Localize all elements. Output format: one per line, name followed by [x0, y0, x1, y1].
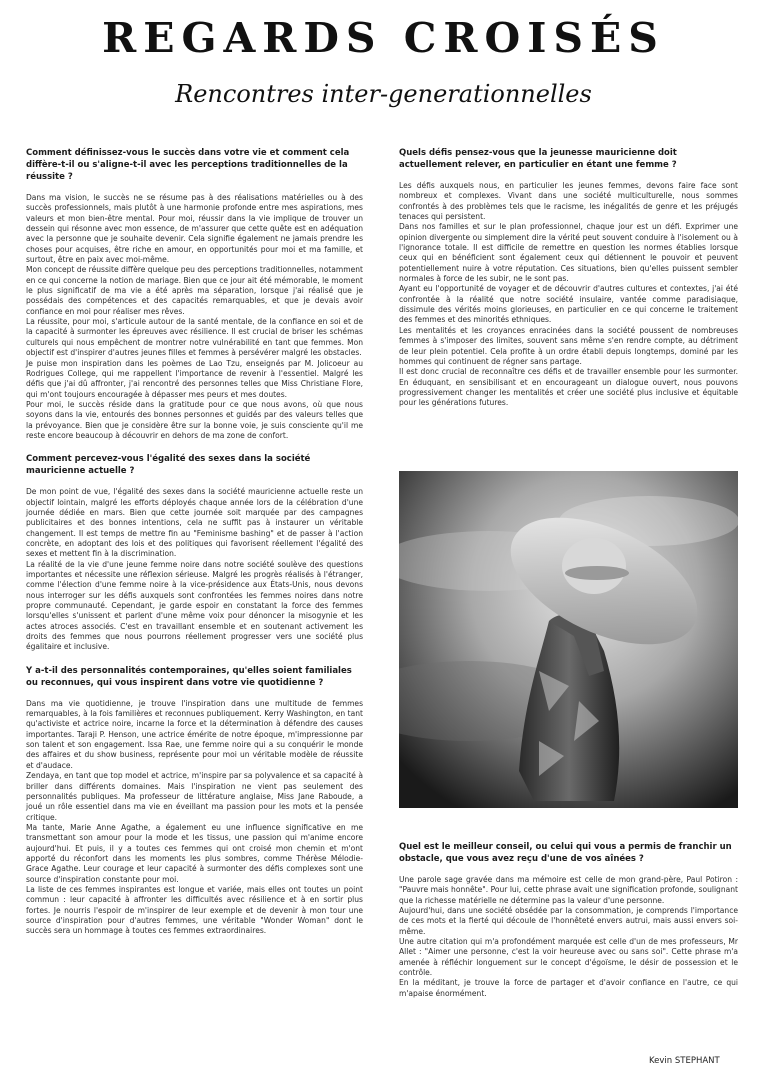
answer-paragraph: De mon point de vue, l'égalité des sexes dans la société mauricienne actuelle reste un objectif lointain, malgré les efforts déployés chaque année lors de la célébration d'une journée dédiée en mars. Bien que cette journée soit marquée par des campagnes publicitaires et des bonnes intentions, cela ne suffit pas à instaurer un véritable changement. Il est temps de mettre fin au "Feminisme bashing" et de passer à l'action concrète, en adoptant des lois et des politiques qui favorisent réellement l'égalité des sexes et mettent fin à la discrimination.	[26, 487, 363, 559]
interview-question: Y a-t-il des personnalités contemporaines, qu'elles soient familiales ou reconnues, qui vous inspirent dans votre vie quotidienne ?	[26, 665, 352, 688]
answer-paragraph: Mon concept de réussite diffère quelque peu des perceptions traditionnelles, notamment en ce qui concerne la notion de mariage. Bien que ce jour ait été mémorable, le moment le plus significatif de ma vie a été après ma séparation, lorsque j'ai réalisé que je possédais des compétences et des capacités remarquables, et que je devais avoir confiance en moi pour réaliser mes rêves.	[26, 265, 363, 316]
answer-paragraph: Dans ma vie quotidienne, je trouve l'inspiration dans une multitude de femmes remarquables, à la fois familières et reconnues publiquement. Kerry Washington, en tant qu'activiste et actrice noire, incarne la force et la détermination à défendre des causes importantes. Taraji P. Henson, une actrice émérite de notre époque, m'impressionne par son talent et son engagement. Issa Rae, une femme noire qui a su conquérir le monde des affaires et du show business, représente pour moi un véritable modèle de réussite et d'audace.	[26, 698, 363, 770]
masthead-subtitle: Rencontres inter-generationnelles	[175, 80, 592, 108]
interview-section	[26, 665, 363, 937]
bottom-right-section	[399, 841, 738, 1011]
answer-paragraph: Une parole sage gravée dans ma mémoire est celle de mon grand-père, Paul Potiron : "Pauvre mais honnête". Pour lui, cette phrase avait une signification profonde, soulignant que la richesse matérielle ne détermine pas la valeur d'une personne.	[399, 875, 738, 905]
interview-section	[399, 147, 738, 409]
answer-paragraph: Les mentalités et les croyances enracinées dans la société poussent de nombreuses femmes à s'imposer des limites, souvent sans même s'en rendre compte, au détriment de leur plein potentiel. Cela profite à un ordre établi depuis longtemps, dominé par les hommes qui continuent de régner sans partage.	[399, 325, 738, 366]
interview-section	[26, 453, 363, 653]
answer-paragraph: La réussite, pour moi, s'articule autour de la santé mentale, de la confiance en soi et de la capacité à surmonter les épreuves avec résilience. Il est crucial de briser les schémas culturels qui nous empêchent de montrer notre vulnérabilité en tant que femmes. Mon objectif est d'inspirer d'autres jeunes filles et femmes à persévérer malgré les obstacles.	[26, 317, 363, 358]
answer-paragraph: Aujourd'hui, dans une société obsédée par la consommation, je comprends l'importance de ces mots et la fierté qui découle de l'honnêteté envers autrui, mais aussi envers soi-même.	[399, 906, 738, 936]
author-signature: Kevin STEPHANT	[649, 1056, 720, 1066]
answer-paragraph: Dans ma vision, le succès ne se résume pas à des réalisations matérielles ou à des succès professionnels, mais plutôt à une harmonie profonde entre mes aspirations, mes valeurs et mon bien-être mental. Pour moi, réussir dans la vie implique de trouver un dessein qui résonne avec mon essence, de m'assurer que cette quête est en adéquation avec la personne que je souhaite devenir. Cela signifie également ne jamais prendre les choses pour acquises, être riche en amour, en opportunités pour moi et ma famille, et surtout, être en paix avec moi-même.	[26, 193, 363, 265]
interview-question: Quels défis pensez-vous que la jeunesse mauricienne doit actuellement relever, en particulier en étant une femme ?	[399, 148, 677, 170]
right-column	[399, 147, 738, 421]
interview-question: Comment percevez-vous l'égalité des sexes dans la société mauricienne actuelle ?	[26, 454, 311, 477]
answer-paragraph: Une autre citation qui m'a profondément marquée est celle d'un de mes professeurs, Mr Allet : "Aimer une personne, c'est la voir heureuse avec ou sans soi". Cette phrase m'a amenée à réfléchir longuement sur le concept d'égoïsme, le désir de possession et le contrôle.	[399, 937, 738, 978]
masthead-title: REGARDS CROISÉS	[102, 14, 665, 62]
answer-paragraph: Pour moi, le succès réside dans la gratitude pour ce que nous avons, où que nous soyons dans la vie, entourés des bonnes personnes et guidés par des valeurs telles que la prévoyance. Bien que je considère être sur la bonne voie, je suis consciente qu'il me reste encore beaucoup à découvrir en dehors de ma zone de confort.	[26, 399, 363, 440]
interview-section	[399, 841, 738, 999]
interview-question: Comment définissez-vous le succès dans votre vie et comment cela diffère-t-il ou s'aligne-t-il avec les perceptions traditionnelles de la réussite ?	[26, 148, 350, 182]
left-column	[26, 147, 363, 949]
answer-paragraph: Je puise mon inspiration dans les poèmes de Lao Tzu, enseignés par M. Jolicoeur au Rodrigues College, qui me rappellent l'importance de revenir à l'essentiel. Malgré les défis que j'ai dû affronter, j'ai rencontré des personnes telles que Miss Christiane Flore, qui m'ont toujours encouragée à dépasser mes peurs et mes doutes.	[26, 358, 363, 399]
interview-question: Quel est le meilleur conseil, ou celui qui vous a permis de franchir un obstacle, que vous avez reçu d'une de vos aînées ?	[399, 842, 732, 864]
answer-paragraph: La réalité de la vie d'une jeune femme noire dans notre société soulève des questions importantes et nécessite une réflexion sérieuse. Malgré les progrès réalisés à l'étranger, comme l'élection d'une femme noire à la vice-présidence aux États-Unis, nous devons nous interroger sur les défis auxquels sont confrontées les femmes noires dans notre propre communauté. Cependant, je garde espoir en constatant la force des femmes lorsqu'elles s'unissent et parlent d'une même voix pour dénoncer la misogynie et les actes atroces associés. C'est en travaillant ensemble et en soutenant activement les droits des femmes que nous pourrons réellement progresser vers une société plus égalitaire et inclusive.	[26, 559, 363, 652]
answer-paragraph: En la méditant, je trouve la force de partager et d'avoir confiance en l'autre, ce qui m'apaise énormément.	[399, 978, 738, 998]
woman-in-hat-image	[399, 471, 738, 808]
article-photo	[399, 471, 738, 808]
answer-paragraph: La liste de ces femmes inspirantes est longue et variée, mais elles ont toutes un point commun : leur capacité à affronter les difficultés avec résilience et à en sortir plus fortes. Je nourris l'espoir de m'inspirer de leur exemple et de devenir à mon tour une source d'inspiration pour d'autres femmes, une véritable "Wonder Woman" dont le succès sera un hommage à toutes ces femmes extraordinaires.	[26, 884, 363, 936]
answer-paragraph: Ayant eu l'opportunité de voyager et de découvrir d'autres cultures et contextes, j'ai été confrontée à la réalité que notre société insulaire, vantée comme paradisiaque, dissimule des vérités moins glorieuses, en particulier en ce qui concerne le traitement des femmes et des minorités ethniques.	[399, 284, 738, 325]
answer-paragraph: Zendaya, en tant que top model et actrice, m'inspire par sa polyvalence et sa capacité à briller dans différents domaines. Mais l'inspiration ne vient pas seulement des personnalités publiques. Ma professeur de littérature anglaise, Miss Jane Raboude, a joué un rôle essentiel dans ma vie en éveillant ma passion pour les mots et la pensée critique.	[26, 771, 363, 822]
answer-paragraph: Il est donc crucial de reconnaître ces défis et de travailler ensemble pour les surmonter. En éduquant, en sensibilisant et en encourageant un dialogue ouvert, nous pouvons progressivement changer les mentalités et créer une société plus inclusive et équitable pour les générations futures.	[399, 367, 738, 408]
answer-paragraph: Les défis auxquels nous, en particulier les jeunes femmes, devons faire face sont nombreux et complexes. Vivant dans une société multiculturelle, nous sommes confrontés à des problèmes tels que le racisme, les inégalités de genre et les préjugés tenaces qui persistent.	[399, 181, 738, 222]
answer-paragraph: Dans nos familles et sur le plan professionnel, chaque jour est un défi. Exprimer une opinion divergente ou simplement dire la vérité peut souvent conduire à l'isolement ou à l'ignorance totale. Il est difficile de remettre en question les normes établies lorsque ceux qui en bénéficient sont également ceux qui détiennent le pouvoir et peuvent potentiellement nuire à votre réputation. Ces situations, bien qu'elles puissent sembler normales à force de les subir, ne le sont pas.	[399, 222, 738, 284]
answer-paragraph: Ma tante, Marie Anne Agathe, a également eu une influence significative en me transmettant son amour pour la mode et les tissus, une passion qui m'anime encore aujourd'hui. Et puis, il y a toutes ces femmes qui ont croisé mon chemin et m'ont apporté du réconfort dans les moments les plus sombres, comme Thérèse Mélodie-Grace Agathe. Leur courage et leur capacité à surmonter des défis complexes sont une source d'inspiration constante pour moi.	[26, 822, 363, 884]
interview-section	[26, 147, 363, 441]
